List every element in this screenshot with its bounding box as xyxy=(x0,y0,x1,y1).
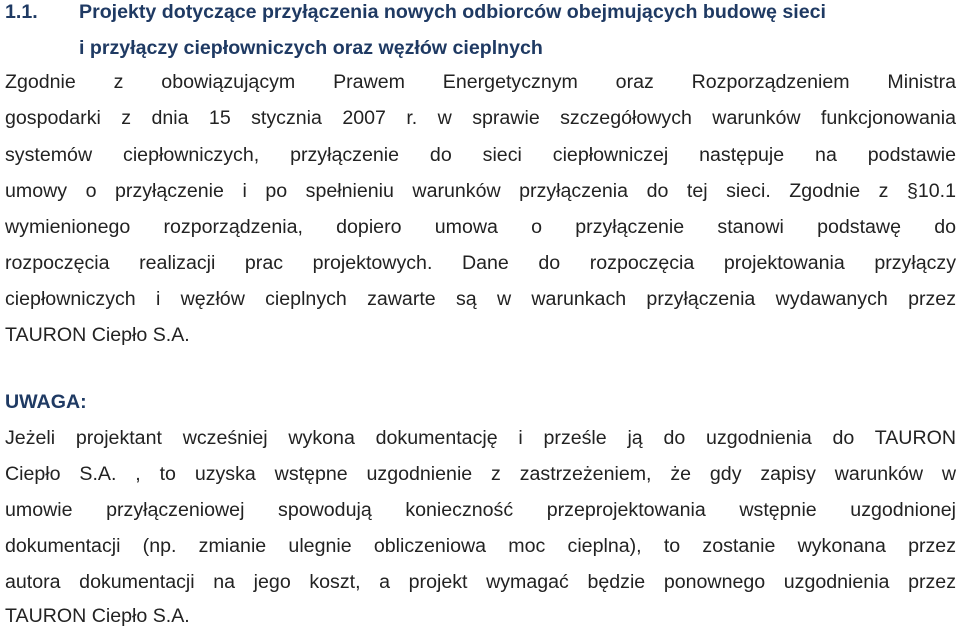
section-heading-line-1 xyxy=(5,0,956,24)
paragraph-1-line: gospodarki z dnia 15 stycznia 2007 r. w sprawie szczegółowych warunków funkcjonowania xyxy=(5,107,956,129)
paragraph-2-line: Jeżeli projektant wcześniej wykona dokumentację i prześle ją do uzgodnienia do TAURON xyxy=(5,427,956,449)
warning-label: UWAGA: xyxy=(5,391,87,413)
section-title-line-1: Projekty dotyczące przyłączenia nowych odbiorców obejmujących budowę sieci xyxy=(79,1,826,23)
paragraph-2-line: autora dokumentacji na jego koszt, a projekt wymagać będzie ponownego uzgodnienia przez xyxy=(5,571,956,593)
paragraph-2-line: Ciepło S.A. , to uzyska wstępne uzgodnienie z zastrzeżeniem, że gdy zapisy warunków w xyxy=(5,463,956,485)
section-heading-line-2 xyxy=(79,36,956,60)
section-title-line-2: i przyłączy ciepłowniczych oraz węzłów cieplnych xyxy=(79,37,543,59)
section-number: 1.1. xyxy=(5,1,38,23)
paragraph-1-line: wymienionego rozporządzenia, dopiero umowa o przyłączenie stanowi podstawę do xyxy=(5,216,956,238)
paragraph-1-line: TAURON Ciepło S.A. xyxy=(5,324,190,346)
paragraph-1-line: systemów ciepłowniczych, przyłączenie do sieci ciepłowniczej następuje na podstawie xyxy=(5,144,956,166)
paragraph-1-line: rozpoczęcia realizacji prac projektowych. Dane do rozpoczęcia projektowania przyłączy xyxy=(5,252,956,274)
paragraph-1-line: Zgodnie z obowiązującym Prawem Energetycznym oraz Rozporządzeniem Ministra xyxy=(5,71,956,93)
paragraph-1-line: ciepłowniczych i węzłów cieplnych zawarte są w warunkach przyłączenia wydawanych przez xyxy=(5,288,956,310)
paragraph-2-line: TAURON Ciepło S.A. xyxy=(5,605,190,627)
paragraph-2-line: dokumentacji (np. zmianie ulegnie obliczeniowa moc cieplna), to zostanie wykonana przez xyxy=(5,535,956,557)
paragraph-1-line: umowy o przyłączenie i po spełnieniu warunków przyłączenia do tej sieci. Zgodnie z §10.1 xyxy=(5,180,956,202)
paragraph-2-line: umowie przyłączeniowej spowodują konieczność przeprojektowania wstępnie uzgodnionej xyxy=(5,499,956,521)
